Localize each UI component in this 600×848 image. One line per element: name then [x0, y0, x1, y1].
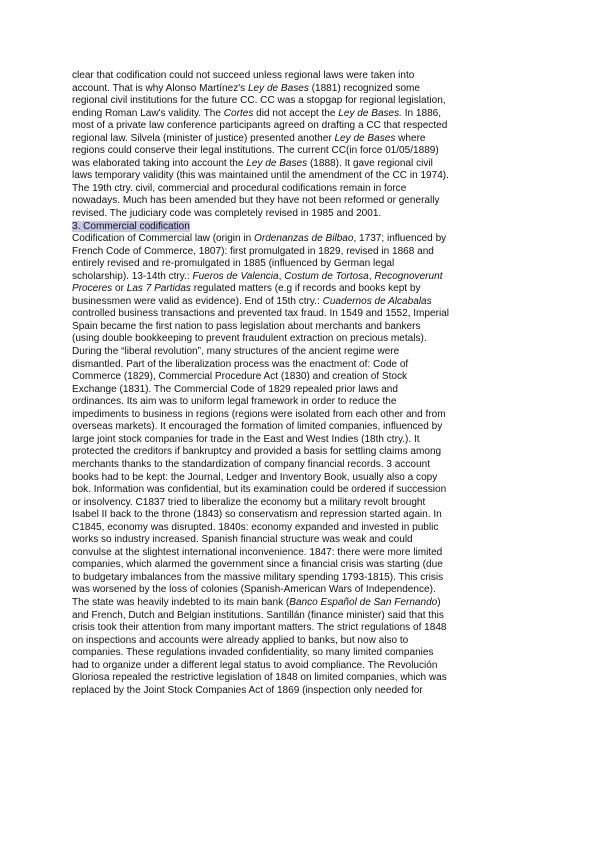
text-line: French Code of Commerce, 1807): first promulgated in 1829, revised in 1868 and	[72, 245, 434, 257]
text-line: convulse at the slightest international inconvenience. 1847: there were more limited	[72, 546, 443, 558]
text-line: replaced by the Joint Stock Companies Act of 1869 (inspection only needed for	[72, 684, 423, 696]
text-line: most of a private law conference participants agreed on drafting a CC that respected	[72, 120, 448, 132]
text-line: had to organize under a different legal status to avoid compliance. The Revolución	[72, 659, 438, 671]
text-line: overseas markets). It encouraged the formation of limited companies, influenced by	[72, 421, 443, 433]
text-line: protected the creditors if bankruptcy and provided a basis for settling claims among	[72, 446, 442, 458]
text-line: (using double bookkeeping to prevent fraudulent extraction on precious metals).	[72, 333, 427, 345]
text-line: nowadays. Much has been amended but they have not been reformed or generally	[72, 195, 440, 207]
text-line: ordinances. Its aim was to uniform legal framework in order to reduce the	[72, 396, 397, 408]
section-heading-text: 3. Commercial codification	[72, 220, 190, 232]
text-line: Gloriosa repealed the restrictive legislation of 1848 on limited companies, which was	[72, 672, 447, 684]
text-line: Isabel II back to the throne (1843) so conservatism and repression started again. In	[72, 509, 442, 521]
text-line: merchants thanks to the standardization of company financial records. 3 account	[72, 458, 430, 470]
text-line: to budgetary imbalances from the massive military spending 1793-1815). This crisis	[72, 571, 444, 583]
text-line: books had to be kept: the Journal, Ledger and Inventory Book, usually also a copy	[72, 471, 438, 483]
text-line: laws temporary validity (this was maintained until the amendment of the CC in 1974).	[72, 170, 449, 182]
text-line: was elaborated taking into account the Ley de Bases (1888). It gave regional civil	[72, 157, 433, 169]
document-body	[72, 70, 532, 697]
text-line: regions could conserve their legal institutions. The current CC(in force 01/05/1889)	[72, 145, 439, 157]
text-line: impediments to business in regions (regions were isolated from each other and from	[72, 408, 446, 420]
text-line: bok. Information was confidential, but its examination could be ordered if succession	[72, 484, 447, 496]
text-line: controlled business transactions and prevented tax fraud. In 1549 and 1552, Imperial	[72, 308, 449, 320]
text-line: scholarship). 13-14th ctry.: Fueros de Valencia, Costum de Tortosa, Recognoverunt	[72, 270, 443, 282]
text-line: entirely revised and re-promulgated in 1885 (influenced by German legal	[72, 258, 395, 270]
text-line: dismantled. Part of the liberalization process was the enactment of: Code of	[72, 358, 409, 370]
text-line: large joint stock companies for trade in the East and West Indies (18th ctry.). It	[72, 433, 420, 445]
text-line: Spain became the first nation to pass legislation about merchants and bankers	[72, 320, 421, 332]
text-line: Codification of Commercial law (origin in Ordenanzas de Bilbao, 1737; influenced by	[72, 233, 447, 245]
section-heading	[72, 221, 532, 234]
text-line: and French, Dutch and Belgian institutions. Santillán (finance minister) said that this	[72, 609, 444, 621]
text-line: or insolvency. C1837 tried to liberalize the economy but a military revolt brought	[72, 496, 426, 508]
text-line: on inspections and accounts were already applied to banks, but now also to	[72, 634, 409, 646]
text-line: companies, which alarmed the government since a financial crisis was starting (due	[72, 559, 443, 571]
text-line: clear that codification could not succeed unless regional laws were taken into	[72, 70, 415, 81]
text-line: works so industry increased. Spanish financial structure was weak and could	[72, 534, 413, 546]
text-line: was worsened by the loss of colonies (Spanish-American Wars of Independence).	[72, 584, 436, 596]
text-line: ending Roman Law's validity. The Cortes did not accept the Ley de Bases. In 1886,	[72, 107, 442, 119]
text-line: Exchange (1831). The Commercial Code of 1829 repealed prior laws and	[72, 383, 398, 395]
text-line: account. That is why Alonso Martínez's Ley de Bases (1881) recognized some	[72, 82, 420, 94]
text-line: Commerce (1829), Commercial Procedure Act (1830) and creation of Stock	[72, 371, 408, 383]
text-line: businessmen were valid as evidence). End of 15th ctry.: Cuadernos de Alcabalas	[72, 295, 432, 307]
text-line: regional civil institutions for the future CC. CC was a stopgap for regional legislation,	[72, 95, 446, 107]
text-line: C1845, economy was disrupted. 1840s: economy expanded and invested in public	[72, 521, 439, 533]
text-line: Proceres or Las 7 Partidas regulated matters (e.g if records and books kept by	[72, 283, 421, 295]
text-line: During the “liberal revolution”, many structures of the ancient regime were	[72, 346, 400, 358]
text-line: The state was heavily indebted to its main bank (Banco Español de San Fernando)	[72, 596, 441, 608]
text-line: regional law. Silvela (minister of justice) presented another Ley de Bases where	[72, 132, 426, 144]
text-line: revised. The judiciary code was completely revised in 1985 and 2001.	[72, 208, 382, 220]
text-line: crisis took their attention from many important matters. The strict regulations of 1848	[72, 622, 447, 634]
text-line: The 19th ctry. civil, commercial and procedural codifications remain in force	[72, 182, 407, 194]
text-line: companies. These regulations invaded confidentiality, so many limited companies	[72, 647, 434, 659]
